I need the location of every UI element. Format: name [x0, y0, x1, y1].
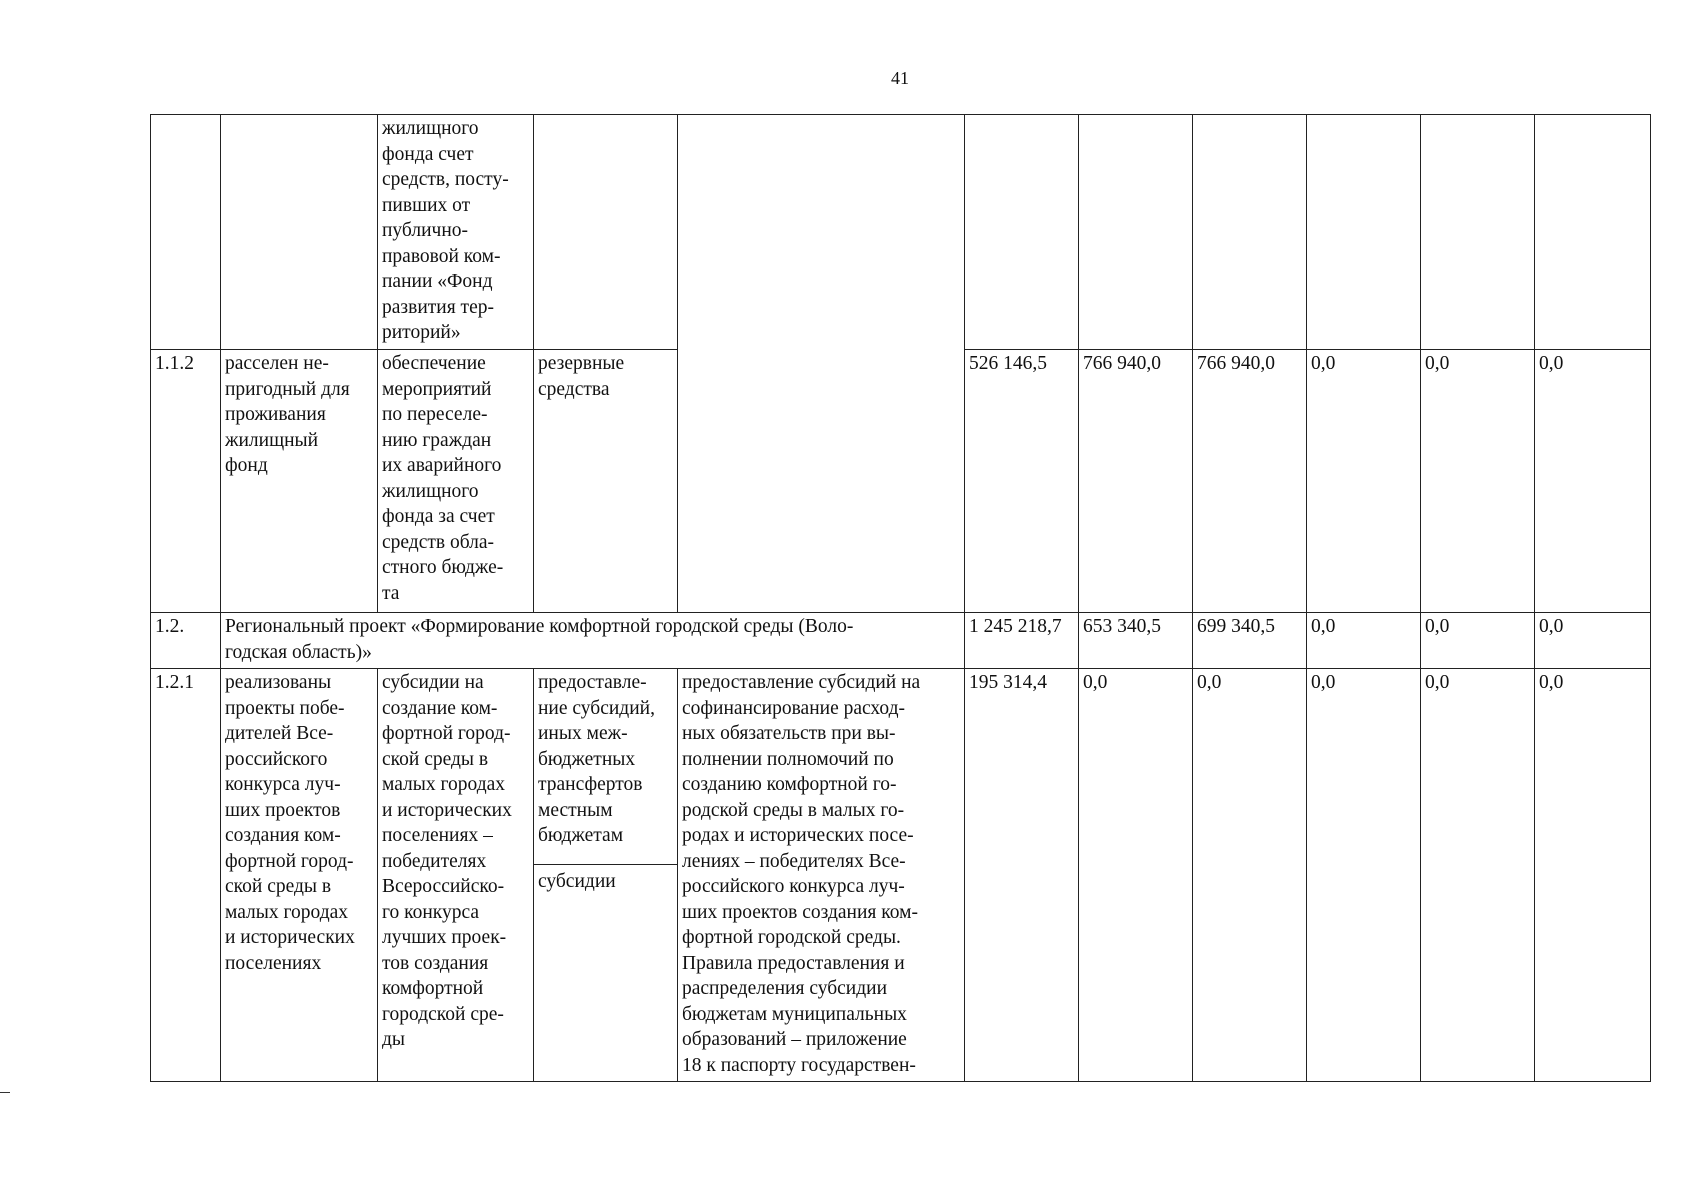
- value-cell: 0,0: [1421, 613, 1535, 669]
- direction-main: [534, 669, 677, 849]
- value-cell: [1193, 115, 1307, 350]
- cell-line: фонда счет: [382, 143, 474, 165]
- cell-line: создание ком-: [382, 697, 498, 719]
- cell-line: по переселе-: [382, 404, 488, 425]
- cell-line: дителей Все-: [225, 723, 334, 744]
- cell-line: средства: [538, 378, 610, 400]
- margin-tick: [0, 1092, 10, 1093]
- cell-line: иных меж-: [538, 723, 628, 744]
- cell-line: ской среды в: [382, 748, 489, 770]
- cell-line: предоставление субсидий на: [682, 672, 921, 693]
- value-cell: [1307, 115, 1421, 350]
- direction-sub: [534, 864, 677, 895]
- cell-line: российского конкурса луч-: [682, 876, 905, 897]
- cell-line: фонда за счет: [382, 506, 495, 527]
- code-cell: 1.1.2: [151, 350, 221, 613]
- value-cell: 0,0: [1307, 613, 1421, 669]
- cell-line: полнении полномочий по: [682, 748, 894, 770]
- cell-line: и исторических: [225, 927, 355, 948]
- budget-table: [150, 114, 1651, 1082]
- measure-cell: [378, 115, 534, 350]
- value-cell: [1421, 115, 1535, 350]
- value-cell: [1535, 115, 1651, 350]
- cell-line: малых городах: [382, 774, 506, 795]
- cell-line: трансфертов: [538, 774, 643, 795]
- cell-line: развития тер-: [382, 296, 494, 318]
- cell-line: жилищный: [225, 429, 319, 451]
- value-cell: 0,0: [1421, 669, 1535, 1082]
- direction-cell: [534, 669, 678, 1082]
- cell-line: та: [382, 582, 400, 604]
- cell-line: средств, посту-: [382, 169, 509, 190]
- project-title-cell: [221, 613, 965, 669]
- value-cell: 653 340,5: [1079, 613, 1193, 669]
- cell-line: Правила предоставления и: [682, 952, 905, 974]
- cell-line: ние субсидий,: [538, 697, 655, 719]
- cell-line: и исторических: [382, 799, 512, 821]
- cell-line: фортной город-: [225, 850, 354, 872]
- code-cell: 1.2.: [151, 613, 221, 669]
- code-cell: [151, 115, 221, 350]
- cell-line: расселен не-: [225, 353, 329, 374]
- cell-line: ской среды в: [225, 876, 332, 897]
- value-cell: 1 245 218,7: [965, 613, 1079, 669]
- cell-line: пании «Фонд: [382, 271, 493, 292]
- value-cell: 195 314,4: [965, 669, 1079, 1082]
- value-cell: 526 146,5: [965, 350, 1079, 613]
- direction-cell: [534, 115, 678, 350]
- cell-line: субсидии: [538, 871, 616, 892]
- cell-line: российского: [225, 748, 328, 770]
- cell-line: 18 к паспорту государствен-: [682, 1054, 916, 1076]
- direction-cell: [534, 350, 678, 613]
- value-cell: 0,0: [1535, 669, 1651, 1082]
- cell-line: поселениях –: [382, 825, 493, 846]
- cell-line: ды: [382, 1029, 406, 1050]
- table-row: [151, 613, 1651, 669]
- value-cell: [1079, 115, 1193, 350]
- value-cell: 0,0: [1307, 669, 1421, 1082]
- measure-cell: [378, 350, 534, 613]
- cell-line: конкурса луч-: [225, 774, 341, 795]
- result-cell: [221, 669, 378, 1082]
- cell-line: проекты побе-: [225, 697, 345, 719]
- measure-cell: [378, 669, 534, 1082]
- cell-line: проживания: [225, 404, 326, 425]
- cell-line: малых городах: [225, 901, 349, 923]
- cell-line: создания ком-: [225, 825, 341, 846]
- cell-line: их аварийного: [382, 455, 502, 476]
- cell-line: годская область)»: [225, 641, 372, 663]
- cell-line: ших проектов создания ком-: [682, 901, 918, 923]
- value-cell: 766 940,0: [1193, 350, 1307, 613]
- cell-line: обеспечение: [382, 353, 486, 374]
- cell-line: лучших проек-: [382, 927, 507, 948]
- cell-line: созданию комфортной го-: [682, 774, 897, 795]
- cell-line: средств обла-: [382, 531, 495, 553]
- cell-line: пивших от: [382, 194, 471, 216]
- cell-line: пригодный для: [225, 378, 350, 400]
- result-cell: [221, 115, 378, 350]
- cell-line: поселениях: [225, 952, 322, 974]
- cell-line: распределения субсидии: [682, 978, 888, 999]
- cell-line: го конкурса: [382, 901, 480, 923]
- cell-line: тов создания: [382, 952, 489, 974]
- cell-line: софинансирование расход-: [682, 697, 906, 719]
- value-cell: [965, 115, 1079, 350]
- cell-line: стного бюдже-: [382, 557, 504, 578]
- cell-line: Региональный проект «Формирование комфортной городской среды (Воло-: [225, 616, 854, 637]
- cell-line: фортной городской среды.: [682, 927, 901, 948]
- value-cell: 0,0: [1307, 350, 1421, 613]
- cell-line: субсидии на: [382, 672, 484, 693]
- cell-line: фонд: [225, 455, 268, 476]
- result-cell: [221, 350, 378, 613]
- value-cell: 699 340,5: [1193, 613, 1307, 669]
- description-cell: [678, 115, 965, 613]
- table-row: [151, 115, 1651, 350]
- cell-line: бюджетных: [538, 748, 636, 770]
- value-cell: 0,0: [1079, 669, 1193, 1082]
- cell-line: местным: [538, 799, 613, 821]
- cell-line: предоставле-: [538, 672, 647, 693]
- cell-line: комфортной: [382, 978, 484, 999]
- cell-line: ных обязательств при вы-: [682, 723, 896, 744]
- cell-line: городской сре-: [382, 1003, 504, 1025]
- description-cell: [678, 669, 965, 1082]
- cell-line: резервные: [538, 353, 625, 374]
- cell-line: бюджетам: [538, 825, 624, 846]
- cell-line: жилищного: [382, 480, 479, 502]
- cell-line: ших проектов: [225, 799, 341, 821]
- value-cell: 0,0: [1535, 350, 1651, 613]
- cell-line: нию граждан: [382, 429, 492, 451]
- value-cell: 0,0: [1193, 669, 1307, 1082]
- cell-line: правовой ком-: [382, 245, 501, 267]
- cell-line: родской среды в малых го-: [682, 799, 905, 821]
- page-number: 41: [891, 68, 909, 88]
- cell-line: бюджетам муниципальных: [682, 1003, 907, 1025]
- cell-line: жилищного: [382, 118, 479, 139]
- cell-line: реализованы: [225, 672, 332, 693]
- cell-line: лениях – победителях Все-: [682, 850, 906, 872]
- code-cell: 1.2.1: [151, 669, 221, 1082]
- value-cell: 0,0: [1535, 613, 1651, 669]
- cell-line: фортной город-: [382, 723, 511, 744]
- cell-line: образований – приложение: [682, 1029, 907, 1050]
- cell-line: родах и исторических посе-: [682, 825, 914, 846]
- table-row: [151, 669, 1651, 1082]
- cell-line: публично-: [382, 220, 469, 241]
- cell-line: риторий»: [382, 322, 461, 343]
- value-cell: 0,0: [1421, 350, 1535, 613]
- value-cell: 766 940,0: [1079, 350, 1193, 613]
- cell-line: победителях: [382, 850, 487, 872]
- cell-line: мероприятий: [382, 378, 492, 400]
- cell-line: Всероссийско-: [382, 876, 505, 897]
